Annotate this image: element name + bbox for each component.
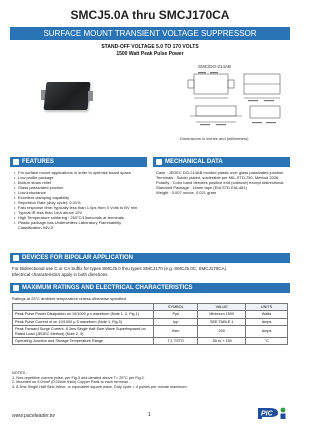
list-item: • High Temperature soldering : 250°C/10seconds at terminals bbox=[14, 215, 144, 220]
table-row bbox=[13, 318, 288, 325]
table-cell: Ppk bbox=[154, 311, 198, 318]
features-list bbox=[14, 170, 144, 230]
section-marker-icon bbox=[13, 285, 19, 291]
table-cell: TJ, TSTG bbox=[154, 338, 198, 345]
note-item: 1. Non-repetitive current pulse, per Fig.3 and derated above T= 25°C per Fig.2. bbox=[12, 375, 145, 380]
peak-power-line: 1500 Watt Peak Pulse Power bbox=[116, 50, 184, 57]
mechanical-item-polarity: Polarity : Color band denotes positive end (cathode) except bidirectional bbox=[156, 180, 284, 185]
dimensions-note: Dimensions in inches and (millimeters) bbox=[180, 136, 249, 141]
table-cell: Operating Junction and Storage Temperature Range bbox=[13, 338, 154, 345]
table-cell: Peak Pulse Current of on 10/1000 μ S waveform (Note 1, Fig.3) bbox=[13, 318, 154, 325]
page-number: 1 bbox=[148, 412, 151, 418]
ratings-heading bbox=[10, 283, 290, 293]
title-banner: SURFACE MOUNT TRANSIENT VOLTAGE SUPPRESSOR bbox=[10, 27, 290, 40]
ratings-table bbox=[12, 303, 288, 345]
table-cell: Ipp bbox=[154, 318, 198, 325]
table-cell: Watts bbox=[246, 311, 288, 318]
table-cell: Peak Forward Surge Current, 8.3ms Single Half Sine-Wave Superimposed on Rated Load (JEDEC Method) (Note 2, 3) bbox=[13, 326, 154, 338]
list-item: • Excellent clamping capability bbox=[14, 195, 144, 200]
package-dimension-diagram bbox=[180, 70, 288, 134]
note-item: 3. 8.3ms Single Half Sine-Wave, or equivalent square wave, Duty cycle = 4 pulses per minute maximum. bbox=[12, 384, 188, 389]
mechanical-item-case: Case : JEDEC DO-214AB molded plastic over glass passivated junction bbox=[156, 170, 284, 175]
table-cell: -55 to + 150 bbox=[198, 338, 246, 345]
mechanical-heading-label: MECHANICAL DATA bbox=[165, 159, 223, 165]
list-item: • Typical IR less than 1mA above 10V bbox=[14, 210, 144, 215]
mechanical-heading bbox=[153, 157, 290, 167]
table-cell: Ifsm bbox=[154, 326, 198, 338]
features-heading bbox=[10, 157, 147, 167]
mechanical-item-weight: Weight : 0.007 ounce, 0.021 gram bbox=[156, 190, 217, 195]
ratings-caption: Ratings at 25°C ambient temperature unless otherwise specified bbox=[12, 296, 126, 301]
table-row bbox=[13, 338, 288, 345]
bipolar-heading bbox=[10, 253, 290, 263]
table-cell: Amps bbox=[246, 326, 288, 338]
mechanical-data-list bbox=[156, 170, 288, 195]
website-link[interactable]: www.paceleader.tw bbox=[12, 413, 55, 419]
package-name: SMC/DO-214AB bbox=[198, 64, 232, 69]
subtitle-block bbox=[10, 44, 290, 57]
standoff-voltage-line: STAND-OFF VOLTAGE 5.0 TO 170 VOLTS bbox=[101, 44, 199, 50]
column-header: UNITS bbox=[246, 304, 288, 311]
notes-heading: NOTES : bbox=[12, 371, 28, 375]
table-header-row bbox=[13, 304, 288, 311]
bipolar-text bbox=[12, 266, 288, 277]
column-header bbox=[13, 304, 154, 311]
column-header: VALUE bbox=[198, 304, 246, 311]
features-heading-label: FEATURES bbox=[22, 159, 54, 165]
ratings-heading-label: MAXIMUM RATINGS AND ELECTRICAL CHARACTERISTICS bbox=[22, 285, 193, 291]
list-item: • Low profile package bbox=[14, 175, 144, 180]
bipolar-text-line-1: For Bidirectional use C or CA Suffix for types SMCJ5.0 thru types SMCJ170 (e.g. SMCJ5.0C, SMCJ170CA). bbox=[12, 266, 228, 271]
table-row bbox=[13, 326, 288, 338]
mechanical-item-terminals: Terminals : Solder plated, solderable per MIL-STD-750, Method 2026 bbox=[156, 175, 279, 180]
chip-lead-right bbox=[88, 91, 93, 101]
list-item: • For surface mount applications in order to optimize board space bbox=[14, 170, 144, 175]
section-marker-icon bbox=[156, 159, 162, 165]
table-cell: Amps bbox=[246, 318, 288, 325]
table-cell: °C bbox=[246, 338, 288, 345]
bipolar-text-line-2: Electrical characteristics apply in both directions bbox=[12, 271, 108, 277]
table-cell: 200 bbox=[198, 326, 246, 338]
document-title: SMCJ5.0A thru SMCJ170CA bbox=[70, 8, 230, 22]
column-header: SYMBOL bbox=[154, 304, 198, 311]
table-cell: Minimum 1500 bbox=[198, 311, 246, 318]
table-row bbox=[13, 311, 288, 318]
list-item: • Fast response time: typically less than 1.0ps from 0 Volts to BV min bbox=[14, 205, 144, 210]
notes-block bbox=[12, 371, 288, 389]
section-marker-icon bbox=[13, 159, 19, 165]
list-item: • Built-in strain relief bbox=[14, 180, 144, 185]
list-item: • Repetition Rate (duty cycle): 0.01% bbox=[14, 200, 144, 205]
table-cell: SEE TABLE 1 bbox=[198, 318, 246, 325]
list-item: • Low inductance bbox=[14, 190, 144, 195]
list-item: • Glass passivated junction bbox=[14, 185, 144, 190]
mechanical-item-package: Standard Package : 16mm tape (EIA STD EIA-481) bbox=[156, 185, 247, 190]
logo-text: PIC bbox=[261, 410, 273, 418]
table-cell: Peak Pulse Power Dissipation on 10/1000 μ s waveform (Note 1, 2, Fig.1) bbox=[13, 311, 154, 318]
section-marker-icon bbox=[13, 255, 19, 261]
smc-package-image bbox=[44, 82, 91, 110]
bipolar-heading-label: DEVICES FOR BIPOLAR APPLICATION bbox=[22, 255, 134, 261]
company-logo bbox=[256, 406, 288, 420]
list-item: • Plastic package has Underwriters Laboratory Flammability Classification 94V-0 bbox=[14, 220, 144, 230]
note-item: 2. Mounted on 5.0mm² (0.03mm thick) Copper Pads to each terminal. bbox=[12, 380, 129, 384]
